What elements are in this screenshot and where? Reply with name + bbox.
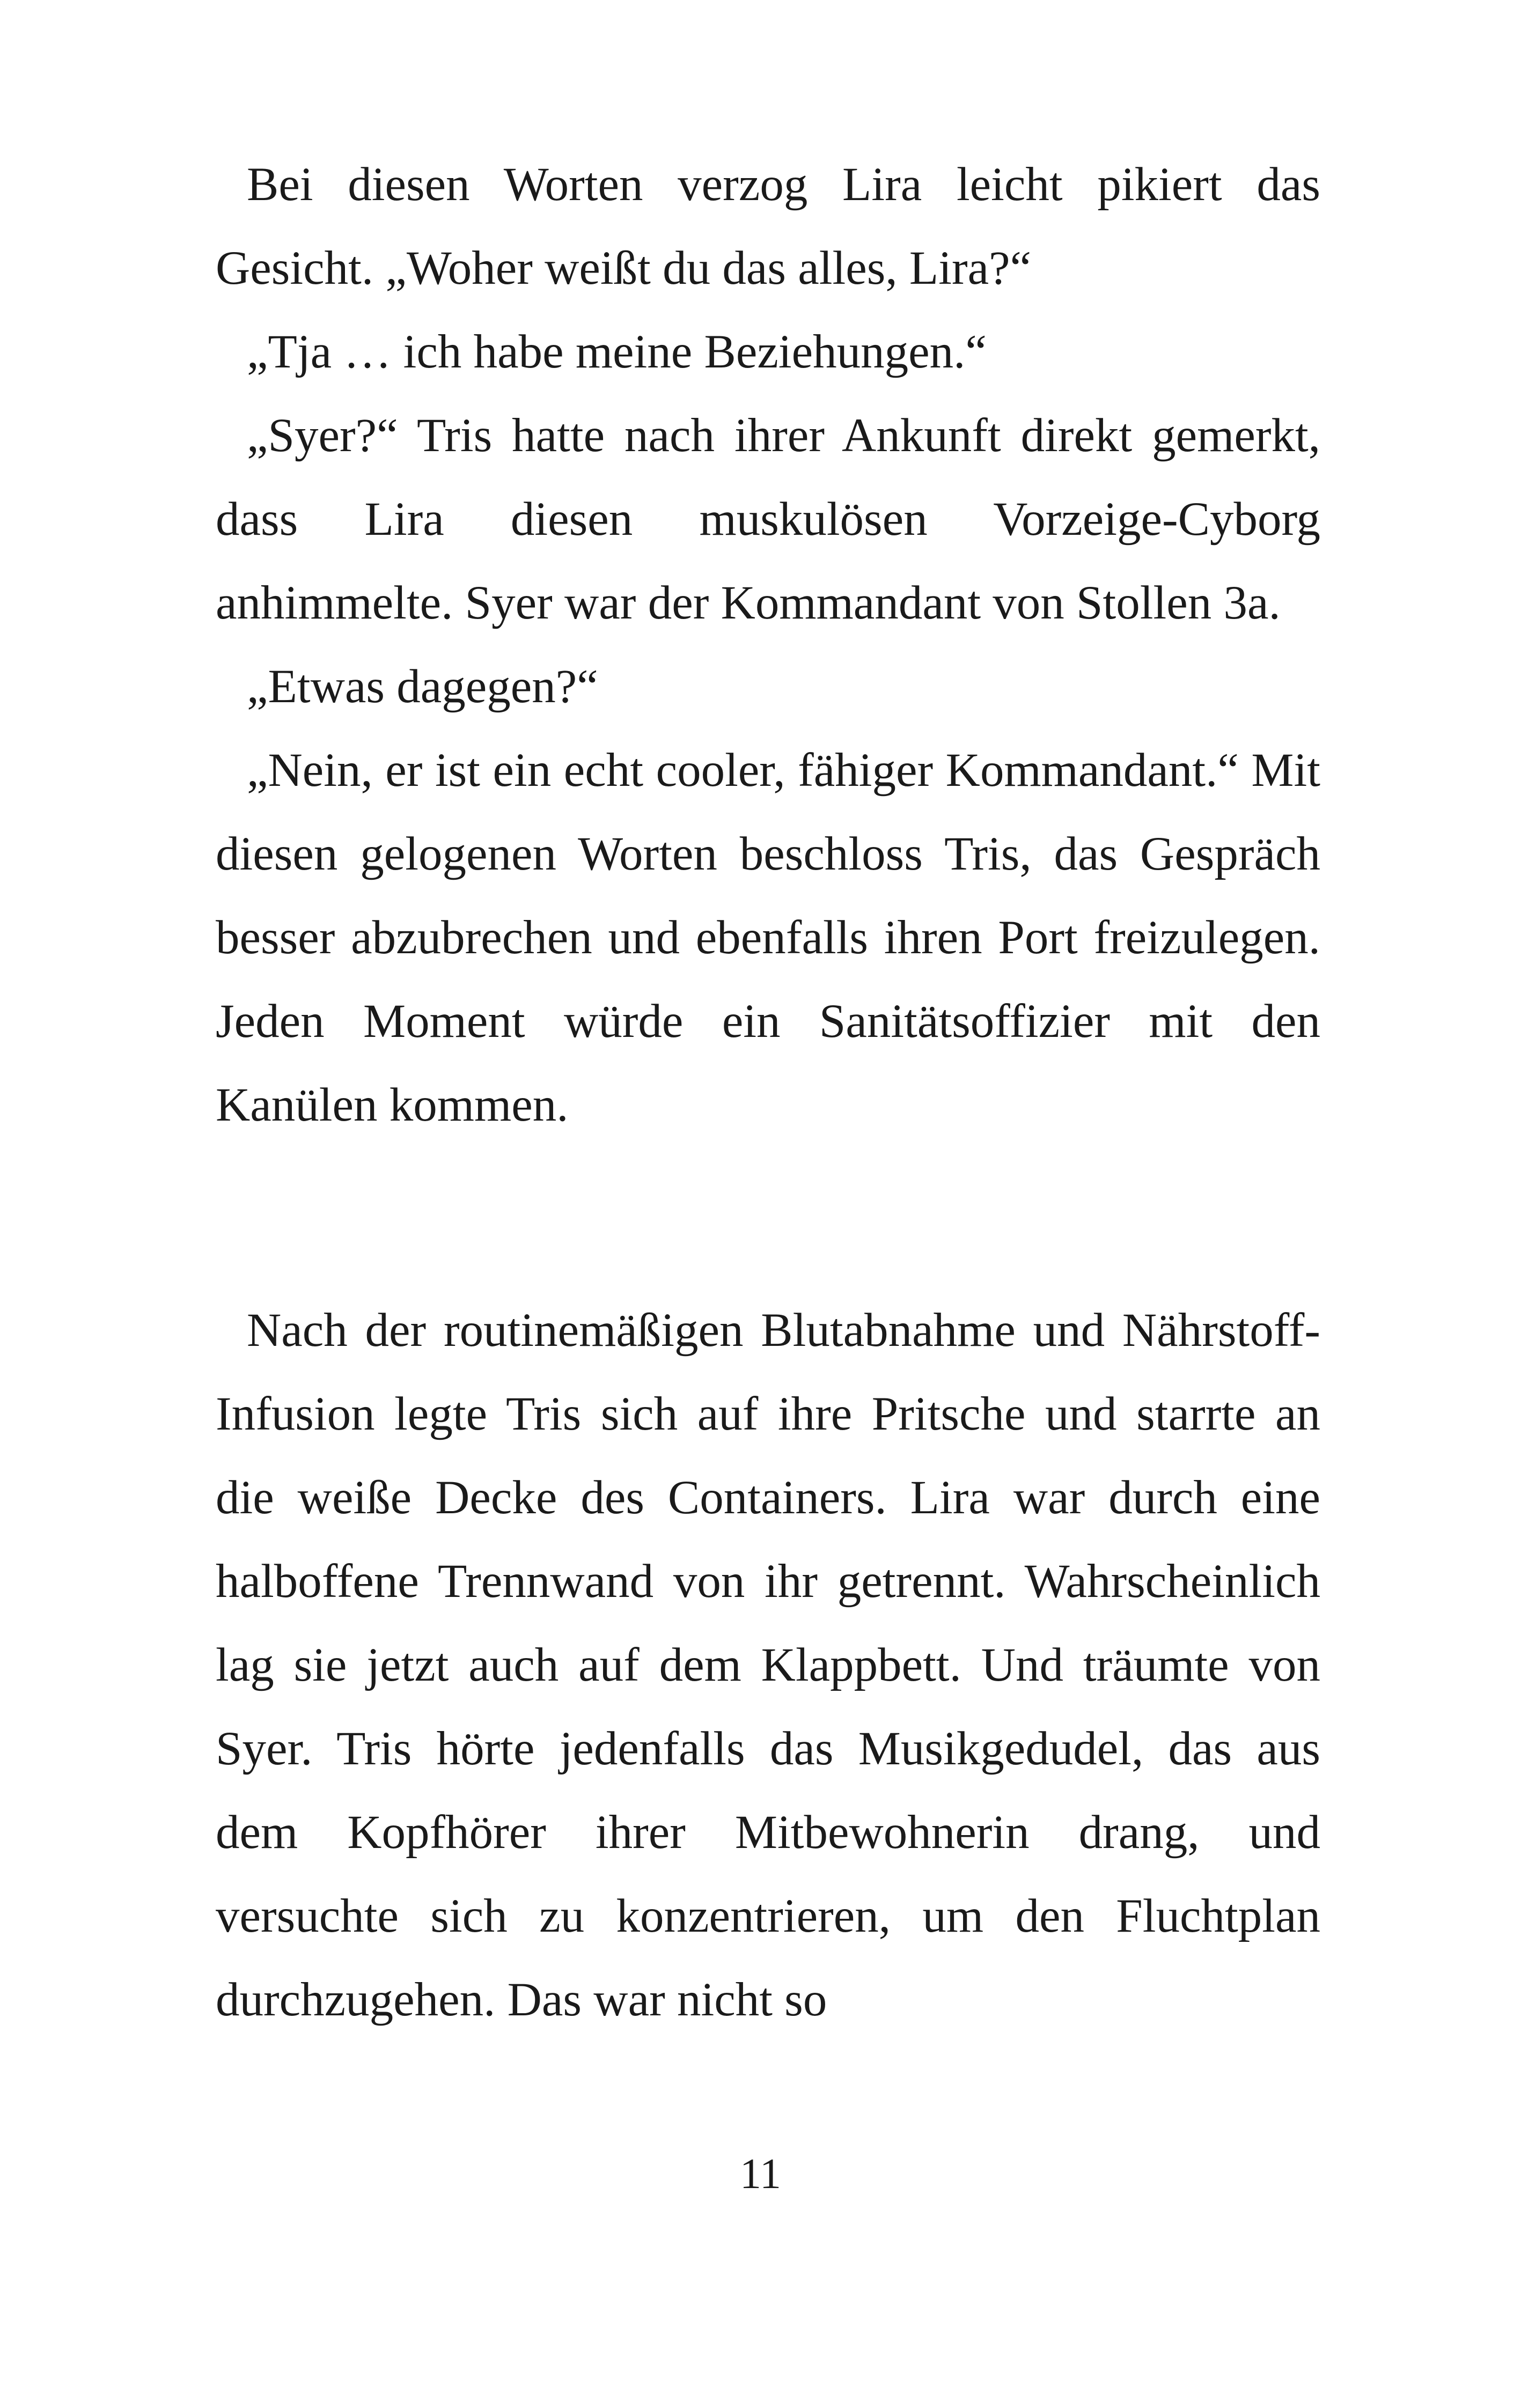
- text-section-2: [216, 1288, 1320, 2042]
- paragraph: Nach der routinemäßigen Blutabnahme und Nährstoff-Infusion legte Tris sich auf ihre Pritsche und starrte an die weiße Decke des Containers. Lira war durch eine halboffene Trennwand von ihr getrennt. Wahrscheinlich lag sie jetzt auch auf dem Klappbett. Und träumte von Syer. Tris hörte jedenfalls das Musikgedudel, das aus dem Kopfhörer ihrer Mitbewohnerin drang, und versuchte sich zu konzentrieren, um den Fluchtplan durchzugehen. Das war nicht so: [216, 1304, 1320, 2026]
- page-number: 11: [739, 2151, 782, 2198]
- paragraph: Bei diesen Worten verzog Lira leicht pikiert das Gesicht. „Woher weißt du das alles, Lira?“: [216, 158, 1320, 294]
- paragraph: „Syer?“ Tris hatte nach ihrer Ankunft direkt gemerkt, dass Lira diesen muskulösen Vorzeige-Cyborg anhimmelte. Syer war der Kommandant von Stollen 3a.: [216, 409, 1320, 629]
- paragraph: „Etwas dagegen?“: [247, 660, 598, 713]
- paragraph: „Nein, er ist ein echt cooler, fähiger Kommandant.“ Mit diesen gelogenen Worten beschloss Tris, das Gespräch besser abzubrechen und ebenfalls ihren Port freizulegen. Jeden Moment würde ein Sanitätsoffizier mit den Kanülen kommen.: [216, 744, 1320, 1131]
- paragraph: „Tja … ich habe meine Beziehungen.“: [247, 326, 987, 378]
- text-section-1: [216, 143, 1320, 1147]
